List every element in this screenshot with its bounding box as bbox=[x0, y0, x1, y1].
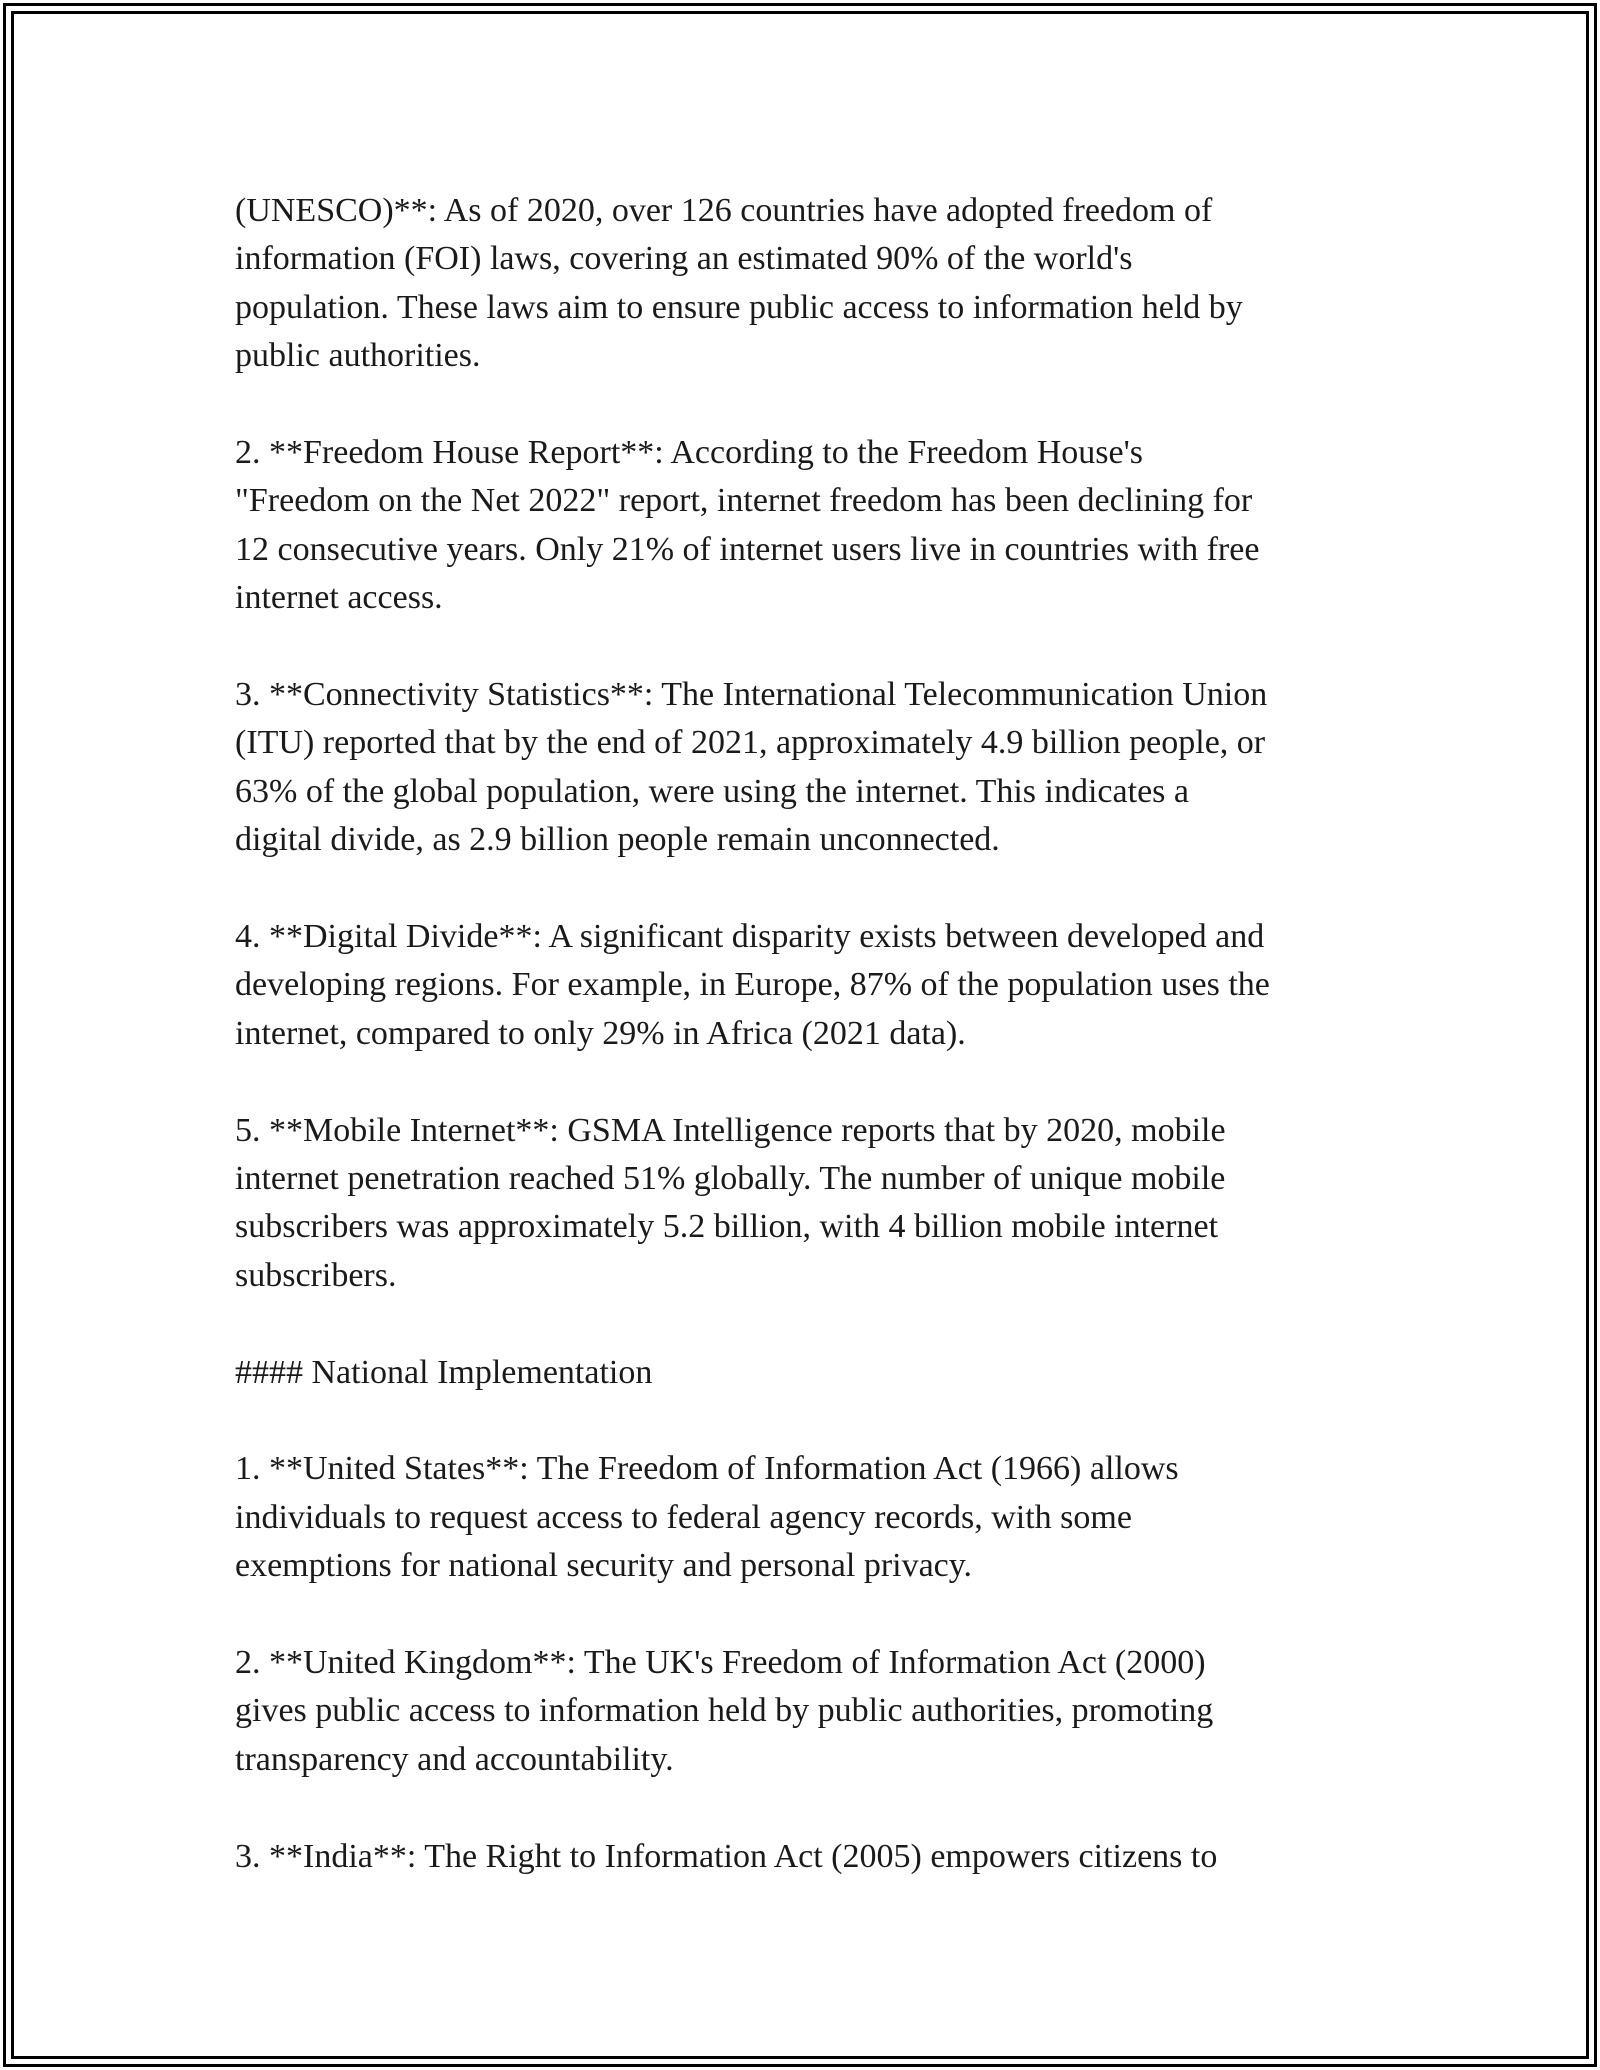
paragraph-india: 3. **India**: The Right to Information Act (2005) empowers citizens to bbox=[235, 1837, 1218, 1875]
paragraph-united-kingdom: 2. **United Kingdom**: The UK's Freedom of Information Act (2000) gives public access to information held by public authorities, promoting transparency and accountability. bbox=[235, 1644, 1214, 1778]
section-heading-national-implementation: #### National Implementation bbox=[235, 1353, 653, 1391]
paragraph-mobile-internet: 5. **Mobile Internet**: GSMA Intelligence reports that by 2020, mobile internet penetration reached 51% globally. The number of unique mobile subscribers was approximately 5.2 billion, with 4 billion mobile internet subscribers. bbox=[235, 1111, 1226, 1294]
paragraph-digital-divide: 4. **Digital Divide**: A significant disparity exists between developed and developing regions. For example, in Europe, 87% of the population uses the internet, compared to only 29% in Africa (2021 data). bbox=[235, 918, 1270, 1052]
paragraph-united-states: 1. **United States**: The Freedom of Information Act (1966) allows individuals to request access to federal agency records, with some exemptions for national security and personal privacy. bbox=[235, 1450, 1179, 1585]
paragraph-connectivity-statistics: 3. **Connectivity Statistics**: The International Telecommunication Union (ITU) reported that by the end of 2021, approximately 4.9 billion people, or 63% of the global population, were using the internet. This indicates a digital divide, as 2.9 billion people remain unconnected. bbox=[235, 676, 1268, 859]
document-body bbox=[235, 187, 1375, 1881]
paragraph-freedom-house-report: 2. **Freedom House Report**: According to the Freedom House's "Freedom on the Net 2022" report, internet freedom has been declining for 12 consecutive years. Only 21% of internet users live in countries with free internet access. bbox=[235, 434, 1260, 617]
paragraph-unesco-foi-laws: (UNESCO)**: As of 2020, over 126 countries have adopted freedom of information (FOI) laws, covering an estimated 90% of the world's population. These laws aim to ensure public access to information held by public authorities. bbox=[235, 192, 1243, 375]
